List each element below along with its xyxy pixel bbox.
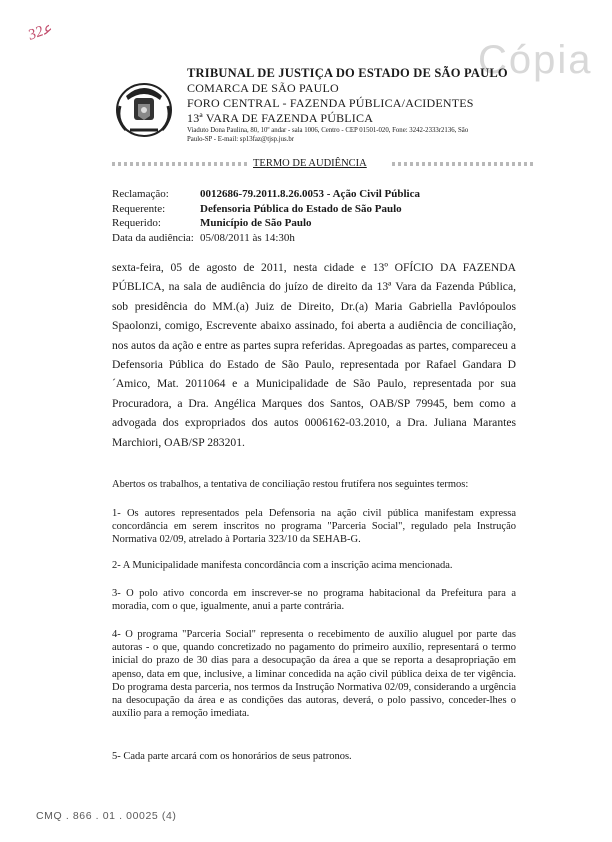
- title-dash-right: [392, 162, 536, 166]
- case-info-value: 05/08/2011 às 14:30h: [200, 231, 295, 244]
- case-info-row: [112, 187, 420, 202]
- handwritten-annotation: 3ﻋ2: [26, 20, 55, 44]
- sao-paulo-coat-of-arms-icon: [112, 76, 176, 140]
- title-dash-left: [112, 162, 248, 166]
- case-info-label: Reclamação:: [112, 188, 169, 200]
- case-info-block: [112, 187, 420, 245]
- abertos-paragraph: Abertos os trabalhos, a tentativa de conciliação restou frutífera nos seguintes termos:: [112, 479, 469, 490]
- case-info-label: Data da audiência:: [112, 231, 194, 244]
- term-item-4: 4- O programa "Parceria Social" representa o recebimento de auxílio aluguel por parte das autoras - o que, quando concretizado no pagamento do primeiro auxílio, representará o termo inicial do prazo de 30 dias para a desocupação da área a que se reporta a desapropriação em apenso, data em que, inclusive, a liminar concedida na ação civil pública deixa de ter vigência. Do programa desta parceria, nos termos da Instrução Normativa 02/09, considerando a urgência na desocupação da área e as condições das autoras, deverá, o polo passivo, conceder-lhes o auxílio para a remoção imediata.: [112, 629, 516, 720]
- case-info-row: [112, 216, 420, 231]
- comarca-line: COMARCA DE SÃO PAULO: [187, 81, 339, 95]
- case-info-value: Município de São Paulo: [200, 217, 312, 229]
- court-name: TRIBUNAL DE JUSTIÇA DO ESTADO DE SÃO PAULO: [187, 66, 508, 80]
- case-info-value: 0012686-79.2011.8.26.0053 - Ação Civil Pública: [200, 188, 420, 200]
- vara-line: 13ª VARA DE FAZENDA PÚBLICA: [187, 111, 374, 125]
- case-info-label: Requerido:: [112, 217, 161, 229]
- term-item-1: 1- Os autores representados pela Defensoria na ação civil pública manifestam expressa concordância em serem inscritos no programa "Parceria Social", regulado pela Instrução Normativa 02/09, atrelado à Portaria 323/10 da SEHAB-G.: [112, 508, 516, 546]
- copia-watermark: Cópia: [478, 38, 593, 82]
- case-info-row: [112, 231, 420, 246]
- court-address-line-1: Viaduto Dona Paulina, 80, 10º andar - sala 1006, Centro - CEP 01501-020, Fone: 3242-2333r2136, São: [187, 127, 469, 134]
- foro-line: FORO CENTRAL - FAZENDA PÚBLICA/ACIDENTES: [187, 96, 474, 110]
- footer-document-code: CMQ . 866 . 01 . 00025 (4): [36, 810, 177, 822]
- termo-title: TERMO DE AUDIÊNCIA: [249, 158, 371, 169]
- term-item-3: 3- O polo ativo concorda em inscrever-se no programa habitacional da Prefeitura para a moradia, com o que, igualmente, anui a parte contrária.: [112, 588, 516, 613]
- case-info-label: Requerente:: [112, 202, 166, 215]
- opening-paragraph: sexta-feira, 05 de agosto de 2011, nesta cidade e 13º OFÍCIO DA FAZENDA PÚBLICA, na sala de audiência do juízo de direito da 13ª Vara da Fazenda Pública, sob presidência do MM.(a) Juiz de Direito, Dr.(a) Maria Gabriella Pavlópoulos Spaolonzi, comigo, Escrevente abaixo assinado, foi aberta a audiência de conciliação, nos autos da ação e entre as partes supra referidas. Apregoadas as partes, compareceu a Defensoria Pública do Estado de São Paulo, representada por Rafael Gandara D´Amico, Mat. 2011064 e a Municipalidade de São Paulo, representada por sua Procuradora, a Dra. Angélica Marques dos Santos, OAB/SP 79945, bem como a advogada dos expropriados dos autos 0006162-03.2010, a Dra. Juliana Marantes Marchiori, OAB/SP 283201.: [112, 261, 516, 449]
- court-address-line-2: Paulo-SP - E-mail: sp13faz@tjsp.jus.br: [187, 136, 295, 143]
- case-info-row: [112, 202, 420, 217]
- term-item-2: 2- A Municipalidade manifesta concordância com a inscrição acima mencionada.: [112, 560, 453, 571]
- term-item-5: 5- Cada parte arcará com os honorários de seus patronos.: [112, 751, 352, 762]
- termo-title-bar: [112, 158, 536, 172]
- case-info-value: Defensoria Pública do Estado de São Paulo: [200, 202, 402, 215]
